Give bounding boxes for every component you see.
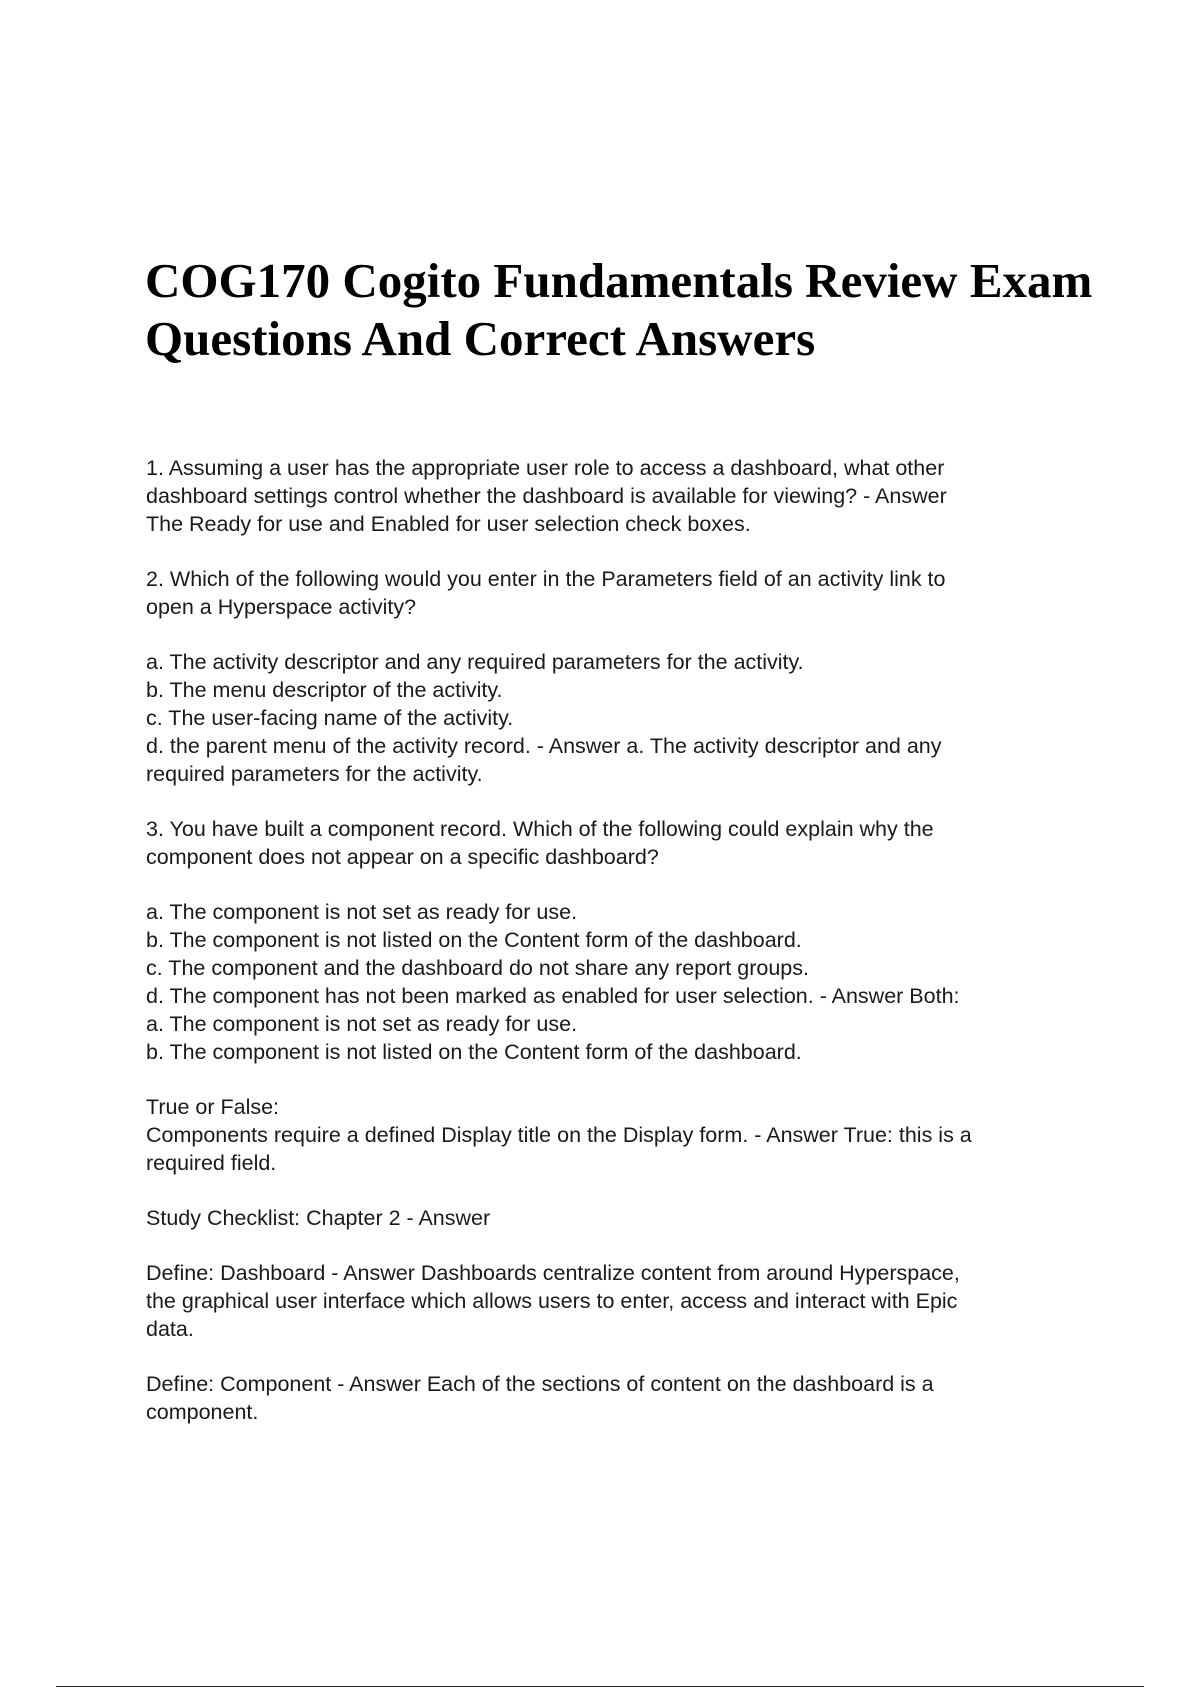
option-line: a. The activity descriptor and any required parameters for the activity. bbox=[146, 650, 804, 674]
question-7 bbox=[146, 1370, 1106, 1426]
question-2-options bbox=[146, 648, 1106, 788]
document-body bbox=[146, 454, 1106, 1453]
footer-divider bbox=[56, 1686, 1144, 1687]
document-title bbox=[145, 252, 1185, 368]
option-line: d. the parent menu of the activity record. - Answer a. The activity descriptor and any bbox=[146, 734, 942, 758]
text-line: 2. Which of the following would you enter in the Parameters field of an activity link to bbox=[146, 567, 946, 591]
text-line: required field. bbox=[146, 1151, 277, 1175]
option-line: c. The user-facing name of the activity. bbox=[146, 706, 514, 730]
question-2 bbox=[146, 565, 1106, 621]
text-line: Components require a defined Display title on the Display form. - Answer True: this is a bbox=[146, 1123, 972, 1147]
option-line: a. The component is not set as ready for use. bbox=[146, 900, 578, 924]
option-line: a. The component is not set as ready for use. bbox=[146, 1012, 578, 1036]
question-3 bbox=[146, 815, 1106, 871]
text-line: Study Checklist: Chapter 2 - Answer bbox=[146, 1206, 491, 1230]
question-6 bbox=[146, 1259, 1106, 1343]
text-line: component. bbox=[146, 1400, 259, 1424]
text-line: The Ready for use and Enabled for user selection check boxes. bbox=[146, 512, 751, 536]
option-line: required parameters for the activity. bbox=[146, 762, 483, 786]
option-line: b. The menu descriptor of the activity. bbox=[146, 678, 503, 702]
text-line: 1. Assuming a user has the appropriate user role to access a dashboard, what other bbox=[146, 456, 945, 480]
text-line: True or False: bbox=[146, 1095, 280, 1119]
question-1 bbox=[146, 454, 1106, 538]
option-line: c. The component and the dashboard do not share any report groups. bbox=[146, 956, 809, 980]
question-5 bbox=[146, 1204, 1106, 1232]
title-line: Questions And Correct Answers bbox=[145, 311, 816, 366]
question-4 bbox=[146, 1093, 1106, 1177]
text-line: open a Hyperspace activity? bbox=[146, 595, 417, 619]
text-line: Define: Component - Answer Each of the sections of content on the dashboard is a bbox=[146, 1372, 934, 1396]
text-line: Define: Dashboard - Answer Dashboards centralize content from around Hyperspace, bbox=[146, 1261, 960, 1285]
text-line: component does not appear on a specific dashboard? bbox=[146, 845, 659, 869]
text-line: the graphical user interface which allows users to enter, access and interact with Epic bbox=[146, 1289, 958, 1313]
question-3-options bbox=[146, 898, 1106, 1066]
text-line: dashboard settings control whether the dashboard is available for viewing? - Answer bbox=[146, 484, 947, 508]
option-line: b. The component is not listed on the Content form of the dashboard. bbox=[146, 1040, 802, 1064]
title-line: COG170 Cogito Fundamentals Review Exam bbox=[145, 253, 1093, 308]
text-line: 3. You have built a component record. Which of the following could explain why the bbox=[146, 817, 934, 841]
text-line: data. bbox=[146, 1317, 194, 1341]
option-line: d. The component has not been marked as enabled for user selection. - Answer Both: bbox=[146, 984, 960, 1008]
option-line: b. The component is not listed on the Content form of the dashboard. bbox=[146, 928, 802, 952]
